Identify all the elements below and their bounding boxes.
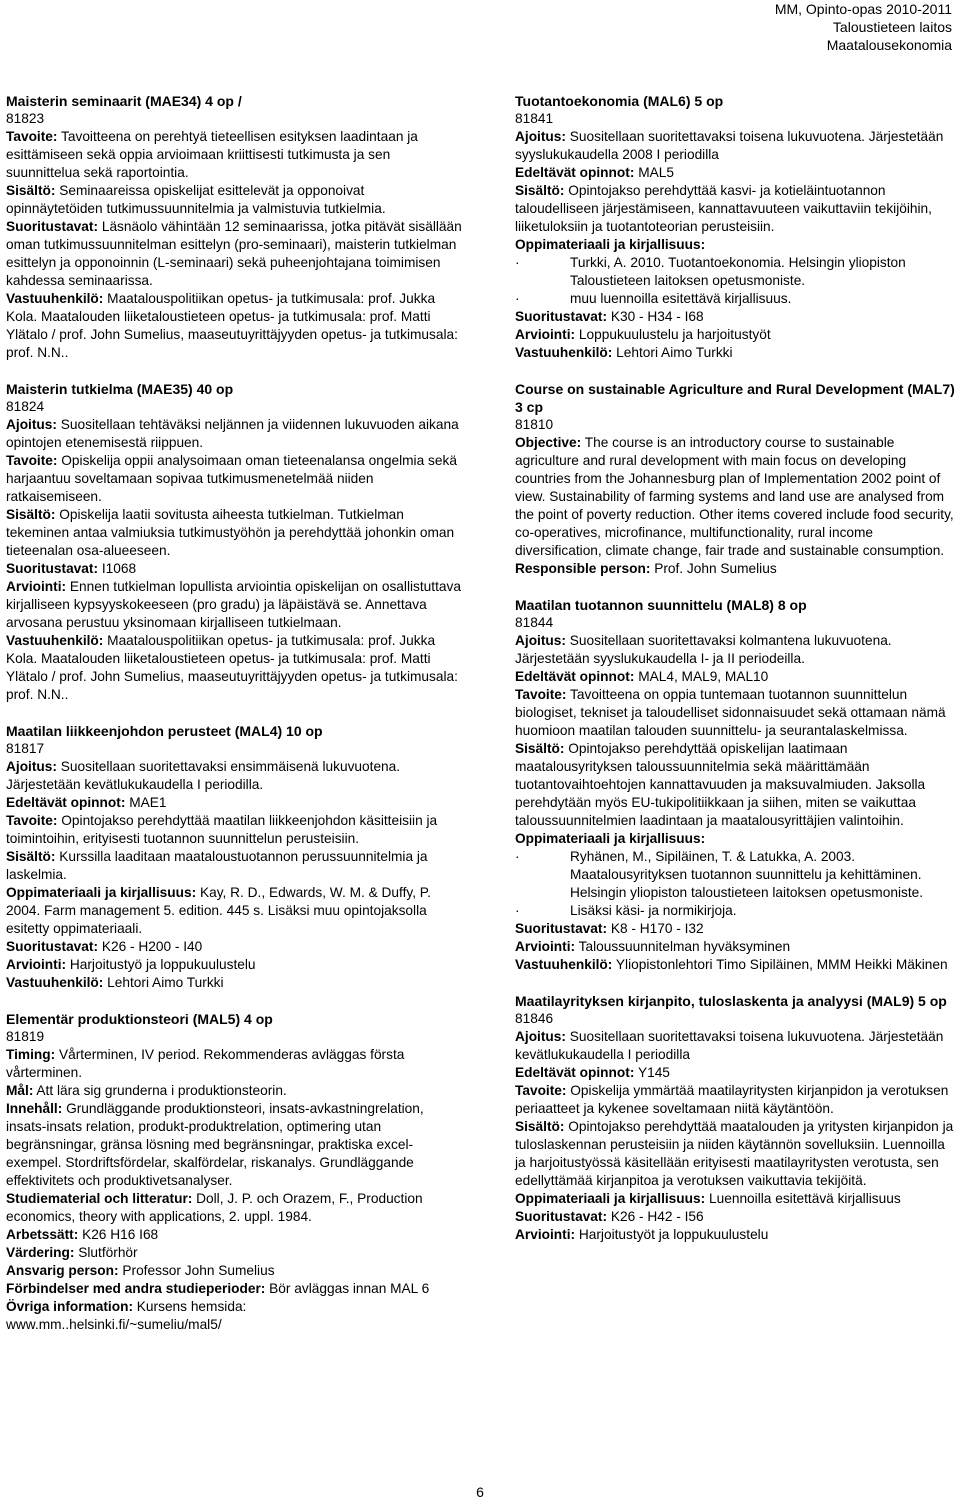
paragraph-text: Prof. John Sumelius [650, 561, 777, 576]
paragraph-text: Luennoilla esitettävä kirjallisuus [705, 1191, 901, 1206]
paragraph-label: Edeltävät opinnot: [6, 795, 126, 810]
paragraph-label: Sisältö: [6, 183, 56, 198]
course-paragraph [515, 434, 955, 560]
course-code: 81823 [6, 111, 45, 126]
course-paragraph [515, 344, 955, 362]
paragraph-label: Tavoite: [515, 1083, 567, 1098]
course-paragraph [6, 1244, 462, 1262]
course-paragraph [6, 1100, 462, 1190]
paragraph-text: Grundläggande produktionsteori, insats-avkastningrelation, insats-insats relation, produkt-produktrelation, optimering utan begränsningar, gränsa lösning med begränsningar, praktiska excel- exempel. Stordriftsfördelar, skalfördelar, riskanalys. Grundläggande effektivitets och produktivetsanalyser. [6, 1101, 424, 1188]
course-paragraph [6, 1298, 462, 1334]
paragraph-text: Maatalouspolitiikan opetus- ja tutkimusala: prof. Jukka Kola. Maatalouden liiketaloustieteen opetus- ja tutkimusala: prof. Matti Ylätalo / prof. John Sumelius, maaseutuyrittäjyyden opetus- ja tutkimusala: prof. N.N.. [6, 633, 458, 702]
paragraph-label: Tavoite: [6, 453, 58, 468]
paragraph-label: Objective: [515, 435, 582, 450]
paragraph-label: Sisältö: [515, 1119, 565, 1134]
paragraph-text: K8 - H170 - I32 [607, 921, 704, 936]
course-paragraph [6, 848, 462, 884]
reference-list [515, 848, 955, 920]
paragraph-label: Ajoitus: [515, 129, 566, 144]
paragraph-label: Edeltävät opinnot: [515, 669, 635, 684]
paragraph-label: Ajoitus: [515, 1029, 566, 1044]
paragraph-text: Opiskelija oppii analysoimaan oman tieteenalansa ongelmia sekä harjaantuu soveltamaan sopivaa tutkimusmenetelmää niiden ratkaisemiseen. [6, 453, 457, 504]
paragraph-text: Tavoitteena on perehtyä tieteellisen esityksen laadintaan ja esittämiseen sekä oppia arvioimaan kriittisesti tutkimusta ja sen suunnittelua sekä raportointia. [6, 129, 418, 180]
bullet-icon: · [515, 291, 520, 306]
paragraph-text: The course is an introductory course to sustainable agriculture and rural development with main focus on developing countries from the Johannesburg plan of Implementation 2002 point of view. Sustainability of farming systems and land use are analysed from the point of poverty reduction. Other items covered include food security, co-operatives, microfinance, multifunctionality, rural income diversification, climate change, fair trade and sustainable consumption. [515, 435, 954, 558]
paragraph-text: MAE1 [125, 795, 167, 810]
reference-list [515, 254, 955, 308]
course-paragraph [6, 974, 462, 992]
course-paragraph [515, 1064, 955, 1082]
course-title: Tuotantoekonomia (MAL6) 5 op [515, 93, 724, 109]
course-paragraph [515, 560, 955, 578]
paragraph-label: Förbindelser med andra studieperioder: [6, 1281, 266, 1296]
course-paragraph [6, 938, 462, 956]
course-title: Maatilayrityksen kirjanpito, tuloslaskenta ja analyysi (MAL9) 5 op [515, 993, 947, 1009]
course-paragraph [6, 506, 462, 560]
paragraph-label: Timing: [6, 1047, 56, 1062]
paragraph-text: Kurssilla laaditaan maataloustuotannon perussuunnitelmia ja laskelmia. [6, 849, 428, 882]
course-paragraph [6, 128, 462, 182]
course-paragraph [6, 632, 462, 704]
paragraph-text: Ennen tutkielman lopullista arviointia opiskelijan on osallistuttava kirjalliseen kypsyyskokeeseen (pro gradu) ja läpäistävä se. Annettava arvosana perustuu yksinomaan kirjalliseen tutkielmaan. [6, 579, 461, 630]
course-paragraph [6, 1280, 462, 1298]
course-paragraph [515, 326, 955, 344]
course-section [6, 92, 462, 362]
course-section [515, 92, 955, 362]
reference-item [515, 848, 955, 902]
paragraph-label: Suoritustavat: [6, 561, 99, 576]
paragraph-label: Sisältö: [515, 183, 565, 198]
course-paragraph [515, 920, 955, 938]
paragraph-label: Arviointi: [515, 327, 576, 342]
reference-item [515, 290, 955, 308]
paragraph-text: K26 - H200 - I40 [98, 939, 203, 954]
course-paragraph [515, 308, 955, 326]
course-paragraph [6, 1262, 462, 1280]
paragraph-label: Sisältö: [6, 849, 56, 864]
paragraph-text: Suositellaan suoritettavaksi toisena lukuvuotena. Järjestetään syyslukukaudella 2008 I periodilla [515, 129, 944, 162]
course-code: 81819 [6, 1029, 45, 1044]
course-paragraph [6, 1226, 462, 1244]
paragraph-text: K26 H16 I68 [78, 1227, 159, 1242]
bullet-icon: · [515, 255, 520, 270]
paragraph-text: Y145 [634, 1065, 670, 1080]
course-paragraph [515, 1028, 955, 1064]
paragraph-label: Arviointi: [6, 957, 67, 972]
course-paragraph [515, 128, 955, 164]
paragraph-label: Ajoitus: [6, 417, 57, 432]
paragraph-text: Maatalouspolitiikan opetus- ja tutkimusala: prof. Jukka Kola. Maatalouden liiketaloustieteen opetus- ja tutkimusala: prof. Matti Ylätalo / prof. John Sumelius, maaseutuyrittäjyyden opetus- ja tutkimusala: prof. N.N.. [6, 291, 458, 360]
course-paragraph [6, 578, 462, 632]
course-paragraph [6, 182, 462, 218]
paragraph-label: Suoritustavat: [515, 309, 608, 324]
reference-text: Lisäksi käsi- ja normikirjoja. [570, 903, 737, 918]
reference-item [515, 902, 955, 920]
paragraph-label: Edeltävät opinnot: [515, 165, 635, 180]
course-paragraph [515, 164, 955, 182]
reference-text: Ryhänen, M., Sipiläinen, T. & Latukka, A. 2003. Maatalousyrityksen tuotannon suunnittelu ja kehittäminen. Helsingin yliopiston taloustieteen laitoksen opetusmoniste. [570, 849, 924, 900]
paragraph-text: Opiskelija ymmärtää maatilayritysten kirjanpidon ja verotuksen periaatteet ja kykenee soveltamaan niitä käytäntöön. [515, 1083, 949, 1116]
paragraph-text: Opintojakso perehdyttää maatilan liikkeenjohdon käsitteisiin ja toimintoihin, erityisesti tuotannon suunnittelun perusteisiin. [6, 813, 438, 846]
course-section [515, 380, 955, 578]
bullet-icon: · [515, 903, 520, 918]
paragraph-text: Suositellaan suoritettavaksi toisena lukuvuotena. Järjestetään kevätlukukaudella I periodilla [515, 1029, 944, 1062]
paragraph-label: Sisältö: [515, 741, 565, 756]
paragraph-label: Oppimateriaali ja kirjallisuus: [515, 237, 706, 252]
page-header [775, 0, 952, 54]
paragraph-label: Vastuuhenkilö: [6, 291, 104, 306]
course-title: Course on sustainable Agriculture and Rural Development (MAL7) 3 cp [515, 381, 955, 415]
paragraph-label: Ajoitus: [6, 759, 57, 774]
course-paragraph [515, 632, 955, 668]
paragraph-label: Suoritustavat: [6, 219, 99, 234]
paragraph-label: Övriga information: [6, 1299, 133, 1314]
paragraph-label: Suoritustavat: [6, 939, 99, 954]
paragraph-text: Opintojakso perehdyttää opiskelijan laatimaan maatalousyrityksen taloussuunnitelmia sekä määrittämään tuotantovaihtoehtojen kannattavuuden ja maksuvalmiuden. Jaksolla perehdytään myös EU-tukipolitiikkaan ja siihen, miten se vaikuttaa taloussuunnitelmien laadintaan ja maatalousyrittäjien valintoihin. [515, 741, 926, 828]
left-column [6, 92, 462, 1352]
paragraph-label: Innehåll: [6, 1101, 63, 1116]
course-paragraph [515, 686, 955, 740]
reference-text: Turkki, A. 2010. Tuotantoekonomia. Helsingin yliopiston Taloustieteen laitoksen opetusmoniste. [570, 255, 906, 288]
paragraph-text: Bör avläggas innan MAL 6 [265, 1281, 430, 1296]
course-title: Maisterin tutkielma (MAE35) 40 op [6, 381, 234, 397]
course-paragraph [6, 416, 462, 452]
course-paragraph [515, 1208, 955, 1226]
course-paragraph [515, 1190, 955, 1208]
course-section [6, 380, 462, 704]
paragraph-text: Kursens hemsida: www.mm..helsinki.fi/~sumeliu/mal5/ [6, 1299, 247, 1332]
paragraph-text: MAL4, MAL9, MAL10 [634, 669, 769, 684]
course-paragraph [515, 236, 955, 254]
paragraph-label: Tavoite: [6, 129, 58, 144]
course-section [6, 722, 462, 992]
course-title: Maatilan tuotannon suunnittelu (MAL8) 8 op [515, 597, 807, 613]
paragraph-label: Oppimateriaali ja kirjallisuus: [6, 885, 197, 900]
header-line-3: Maatalousekonomia [826, 37, 952, 53]
paragraph-text: Lehtori Aimo Turkki [612, 345, 733, 360]
paragraph-label: Tavoite: [515, 687, 567, 702]
paragraph-text: Loppukuulustelu ja harjoitustyöt [575, 327, 771, 342]
paragraph-text: Slutförhör [74, 1245, 138, 1260]
paragraph-text: Vårterminen, IV period. Rekommenderas avläggas första vårterminen. [6, 1047, 405, 1080]
course-section [515, 992, 955, 1244]
paragraph-label: Responsible person: [515, 561, 651, 576]
course-code: 81841 [515, 111, 554, 126]
paragraph-label: Mål: [6, 1083, 34, 1098]
paragraph-text: Lehtori Aimo Turkki [103, 975, 224, 990]
course-paragraph [6, 956, 462, 974]
course-paragraph [515, 1082, 955, 1118]
paragraph-label: Arbetssätt: [6, 1227, 79, 1242]
paragraph-text: Läsnäolo vähintään 12 seminaarissa, jotka pitävät sisällään oman tutkimussuunnitelman esittelyn (pro-seminaari), maisterin tutkielman esittelyn ja opponoinnin (L-seminaari) sekä puheenjohtajana toimimisen kahdessa seminaarissa. [6, 219, 462, 288]
course-paragraph [6, 884, 462, 938]
paragraph-label: Vastuuhenkilö: [6, 975, 104, 990]
paragraph-text: Opintojakso perehdyttää kasvi- ja kotieläintuotannon taloudelliseen järjestämiseen, kannattavuuteen vaikuttaviin tekijöihin, liiketuloksiin ja tuotantoteorian perusteisiin. [515, 183, 932, 234]
paragraph-label: Edeltävät opinnot: [515, 1065, 635, 1080]
right-column [515, 92, 955, 1262]
paragraph-label: Suoritustavat: [515, 921, 608, 936]
course-paragraph [6, 758, 462, 794]
page-number: 6 [476, 1484, 484, 1500]
paragraph-text: Harjoitustyöt ja loppukuulustelu [575, 1227, 769, 1242]
course-paragraph [6, 794, 462, 812]
paragraph-text: K30 - H34 - I68 [607, 309, 704, 324]
paragraph-label: Ajoitus: [515, 633, 566, 648]
paragraph-label: Sisältö: [6, 507, 56, 522]
paragraph-text: Suositellaan suoritettavaksi ensimmäisenä lukuvuotena. Järjestetään kevätlukukaudella I periodilla. [6, 759, 401, 792]
paragraph-text: Doll, J. P. och Orazem, F., Production economics, theory with applications, 2. uppl. 1984. [6, 1191, 423, 1224]
paragraph-label: Arviointi: [6, 579, 67, 594]
paragraph-text: Kay, R. D., Edwards, W. M. & Duffy, P. 2004. Farm management 5. edition. 445 s. Lisäksi muu opintojaksolla esitetty oppimateriaali. [6, 885, 431, 936]
header-line-2: Taloustieteen laitos [832, 19, 952, 35]
paragraph-label: Ansvarig person: [6, 1263, 119, 1278]
paragraph-text: Taloussuunnitelman hyväksyminen [575, 939, 791, 954]
course-paragraph [6, 1046, 462, 1082]
course-code: 81844 [515, 615, 554, 630]
paragraph-label: Oppimateriaali ja kirjallisuus: [515, 831, 706, 846]
course-paragraph [515, 956, 955, 974]
reference-text: muu luennoilla esitettävä kirjallisuus. [570, 291, 792, 306]
course-code: 81846 [515, 1011, 554, 1026]
paragraph-label: Oppimateriaali ja kirjallisuus: [515, 1191, 706, 1206]
course-title: Maatilan liikkeenjohdon perusteet (MAL4) 10 op [6, 723, 323, 739]
course-paragraph [515, 938, 955, 956]
course-paragraph [515, 1226, 955, 1244]
course-paragraph [6, 452, 462, 506]
paragraph-text: Suositellaan tehtäväksi neljännen ja viidennen lukuvuoden aikana opintojen etenemisestä riippuen. [6, 417, 459, 450]
paragraph-text: Professor John Sumelius [118, 1263, 275, 1278]
paragraph-text: Harjoitustyö ja loppukuulustelu [66, 957, 256, 972]
course-paragraph [6, 1082, 462, 1100]
paragraph-label: Vastuuhenkilö: [515, 345, 613, 360]
course-section [515, 596, 955, 974]
course-section [6, 1010, 462, 1334]
course-paragraph [515, 830, 955, 848]
reference-item [515, 254, 955, 290]
bullet-icon: · [515, 849, 520, 864]
course-code: 81810 [515, 417, 554, 432]
paragraph-text: Opiskelija laatii sovitusta aiheesta tutkielman. Tutkielman tekeminen antaa valmiuksia tutkimustyöhön ja perehdyttää johonkin oman tieteenalan osa-alueeseen. [6, 507, 455, 558]
course-code: 81824 [6, 399, 45, 414]
paragraph-text: K26 - H42 - I56 [607, 1209, 704, 1224]
paragraph-text: I1068 [98, 561, 137, 576]
course-code: 81817 [6, 741, 45, 756]
paragraph-label: Vastuuhenkilö: [515, 957, 613, 972]
course-title: Maisterin seminaarit (MAE34) 4 op / [6, 93, 242, 109]
course-title: Elementär produktionsteori (MAL5) 4 op [6, 1011, 273, 1027]
paragraph-label: Arviointi: [515, 939, 576, 954]
paragraph-label: Värdering: [6, 1245, 75, 1260]
course-paragraph [515, 740, 955, 830]
paragraph-label: Vastuuhenkilö: [6, 633, 104, 648]
paragraph-label: Suoritustavat: [515, 1209, 608, 1224]
course-paragraph [6, 218, 462, 290]
paragraph-label: Arviointi: [515, 1227, 576, 1242]
course-paragraph [6, 560, 462, 578]
paragraph-text: Tavoitteena on oppia tuntemaan tuotannon suunnittelun biologiset, tekniset ja taloudelliset sidonnaisuudet sekä ottamaan nämä huomioon maatilan talouden suunnittelu- ja seurantalaskelmissa. [515, 687, 946, 738]
paragraph-label: Studiematerial och litteratur: [6, 1191, 193, 1206]
header-line-1: MM, Opinto-opas 2010-2011 [774, 1, 952, 17]
course-paragraph [515, 668, 955, 686]
course-paragraph [515, 182, 955, 236]
paragraph-label: Tavoite: [6, 813, 58, 828]
paragraph-text: Att lära sig grunderna i produktionsteorin. [33, 1083, 287, 1098]
paragraph-text: Yliopistonlehtori Timo Sipiläinen, MMM Heikki Mäkinen [612, 957, 948, 972]
paragraph-text: Opintojakso perehdyttää maatalouden ja yritysten kirjanpidon ja tuloslaskennan perusteisiin ja niiden käytännön sovelluksiin. Luennoilla ja harjoitustyössä käsitellään erityisesti maatilayritysten verotusta, sen edellyttämää kirjanpitoa ja verotuksen vaikuttavia tekijöitä. [515, 1119, 954, 1188]
paragraph-text: MAL5 [634, 165, 674, 180]
course-paragraph [515, 1118, 955, 1190]
paragraph-text: Seminaareissa opiskelijat esittelevät ja opponoivat opinnäytetöiden tutkimussuunnitelmia ja valmistuvia tutkielmia. [6, 183, 386, 216]
course-paragraph [6, 290, 462, 362]
course-paragraph [6, 1190, 462, 1226]
paragraph-text: Suositellaan suoritettavaksi kolmantena lukuvuotena. Järjestetään syyslukukaudella I- ja II periodeilla. [515, 633, 892, 666]
course-paragraph [6, 812, 462, 848]
